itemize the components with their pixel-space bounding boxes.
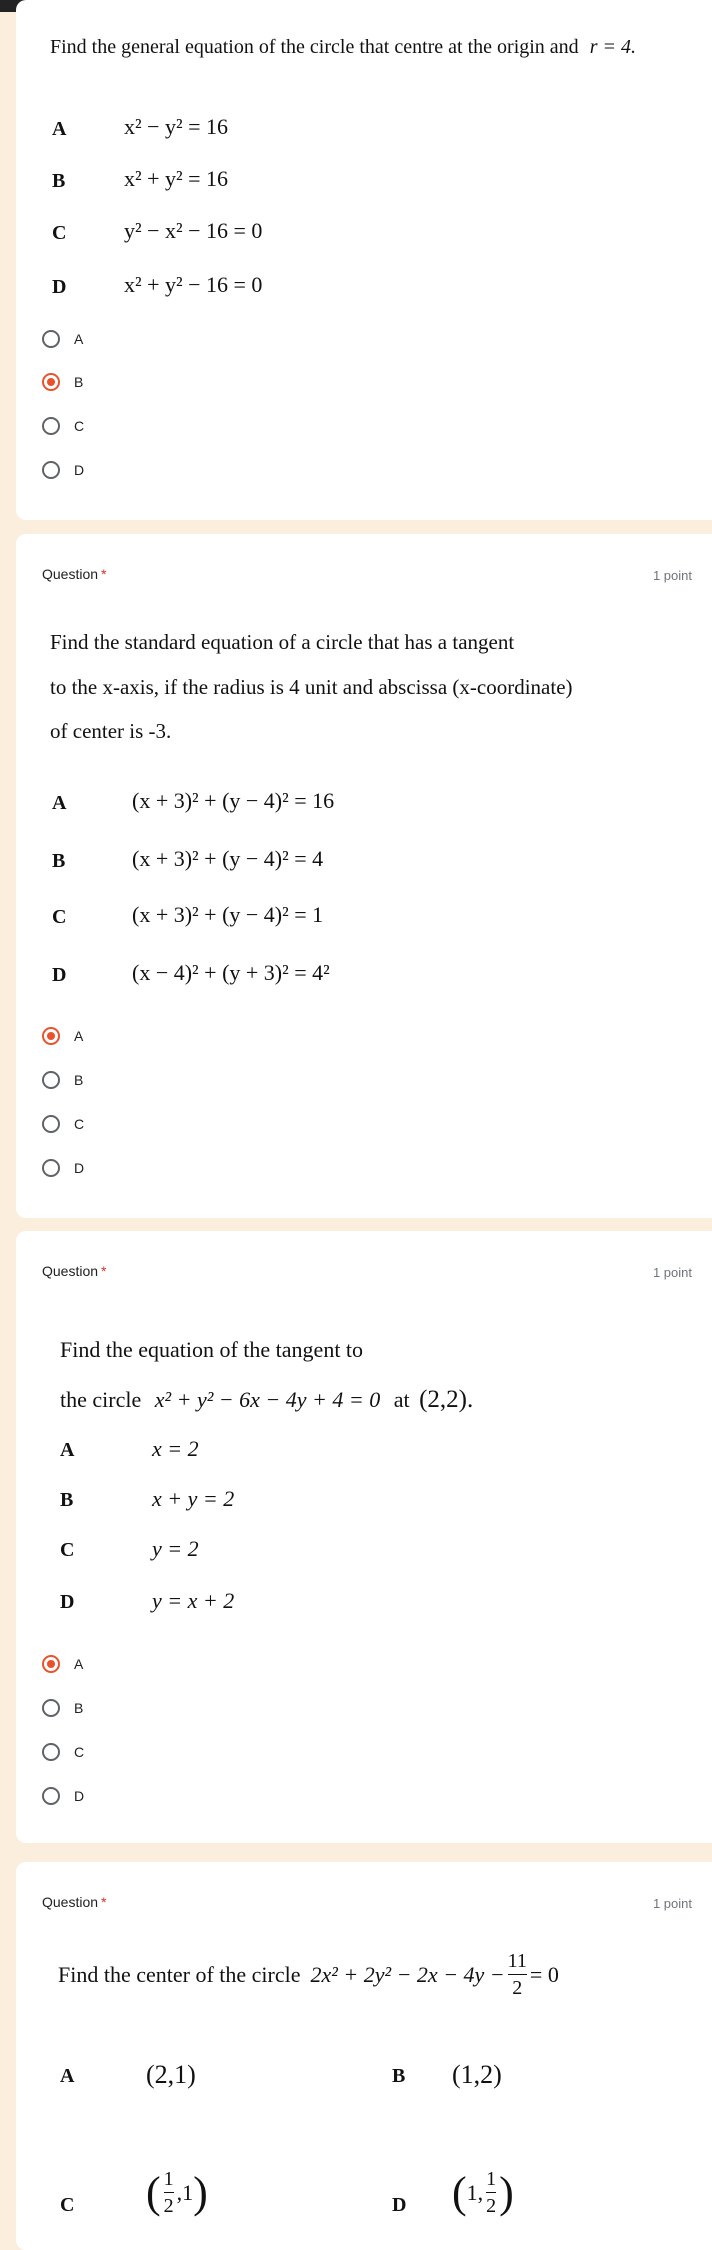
radio-option-b[interactable]: B [42,1693,83,1723]
radio-option-b[interactable]: B [42,367,83,397]
question-prompt-line-2: to the x-axis, if the radius is 4 unit and abscissa (x-coordinate) [50,675,573,699]
option-math-c: ( $\frac{1}{2}$ ,1 ) [146,2167,208,2217]
radio-button[interactable] [42,1699,60,1717]
radio-option-a[interactable]: A [42,1649,83,1679]
option-label-b: B [392,2065,406,2087]
radio-button[interactable] [42,1071,60,1089]
option-math-a: (2,1) [146,2060,196,2089]
required-asterisk: * [101,1894,107,1910]
question-card-3 [16,1231,712,1843]
option-label-d: D [52,276,67,298]
circle-equation: 2x² + 2y² − 2x − 4y − [310,1961,505,1987]
points-label: 1 point [652,1896,692,1911]
question-prompt-line-1: Find the equation of the tangent to [60,1337,364,1362]
radio-button[interactable] [42,1743,60,1761]
required-asterisk: * [101,566,107,582]
option-math-d: ( 1, $\frac{1}{2}$ ) [452,2167,514,2217]
option-label-d: D [392,2194,407,2216]
radio-button[interactable] [42,417,60,435]
question-prompt: Find the general equation of the circle that centre at the origin and r = 4. [50,36,636,58]
radio-option-c[interactable]: C [42,1737,84,1767]
question-card-4 [16,1862,712,2250]
option-math-b: (x + 3)² + (y − 4)² = 4 [132,846,324,871]
radio-option-a[interactable]: A [42,1021,83,1051]
option-label-b: B [52,170,66,192]
question-title: Question * [42,1894,107,1910]
radio-button[interactable] [42,461,60,479]
option-math-d: y = x + 2 [152,1588,235,1613]
radio-button[interactable] [42,1159,60,1177]
radius-value: r = 4. [589,36,636,58]
question-title: Question * [42,566,107,582]
circle-equation: x² + y² − 6x − 4y + 4 = 0 [154,1387,381,1412]
radio-button[interactable] [42,330,60,348]
option-label-a: A [52,792,67,814]
option-label-c: C [60,2194,75,2216]
option-label-b: B [52,850,66,872]
question-prompt-line-1: Find the standard equation of a circle that has a tangent [50,630,515,654]
option-label-b: B [60,1489,74,1511]
question-prompt-line-3: of center is -3. [50,719,172,743]
radio-button[interactable] [42,1787,60,1805]
option-math-b: x + y = 2 [152,1486,235,1511]
option-label-a: A [52,118,67,140]
option-label-d: D [52,964,67,986]
option-label-c: C [52,906,67,928]
radio-button-selected[interactable] [42,1655,60,1673]
radio-button[interactable] [42,1115,60,1133]
required-asterisk: * [101,1263,107,1279]
radio-option-a[interactable]: A [42,324,83,354]
option-math-c: y² − x² − 16 = 0 [124,218,263,243]
radio-button-selected[interactable] [42,373,60,391]
radio-option-b[interactable]: B [42,1065,83,1095]
option-label-a: A [60,2065,75,2087]
radio-option-d[interactable]: D [42,1781,84,1811]
option-math-b: (1,2) [452,2060,502,2089]
radio-option-d[interactable]: D [42,455,84,485]
question-prompt-line-2: the circle x² + y² − 6x − 4y + 4 = 0 at (2,2). [60,1386,474,1413]
option-math-d: (x − 4)² + (y + 3)² = 4² [132,960,330,985]
option-math-a: x = 2 [152,1436,199,1461]
question-card-1 [16,0,712,520]
fraction: $\frac{1}{2}$ [486,2168,497,2217]
radio-option-c[interactable]: C [42,411,84,441]
point-coordinates: (2,2). [419,1386,474,1413]
option-label-a: A [60,1439,75,1461]
radio-option-d[interactable]: D [42,1153,84,1183]
option-math-c: y = 2 [152,1536,199,1561]
option-math-a: (x + 3)² + (y − 4)² = 16 [132,788,335,813]
points-label: 1 point [652,1265,692,1280]
question-card-2 [16,534,712,1218]
fraction: $\frac{1}{2}$ [163,2168,174,2217]
option-label-c: C [52,222,67,244]
option-math-a: x² − y² = 16 [124,114,229,139]
option-math-b: x² + y² = 16 [124,166,229,191]
question-title: Question * [42,1263,107,1279]
option-math-d: x² + y² − 16 = 0 [124,272,263,297]
fraction: $\frac{11}{2}$ [507,1950,527,1999]
option-math-c: (x + 3)² + (y − 4)² = 1 [132,902,324,927]
radio-option-c[interactable]: C [42,1109,84,1139]
option-label-d: D [60,1591,75,1613]
points-label: 1 point [652,568,692,583]
option-label-c: C [60,1539,75,1561]
question-prompt: Find the center of the circle 2x² + 2y² − 2x − 4y − $\frac{11}{2}$ = 0 [58,1950,559,1999]
radio-button-selected[interactable] [42,1027,60,1045]
